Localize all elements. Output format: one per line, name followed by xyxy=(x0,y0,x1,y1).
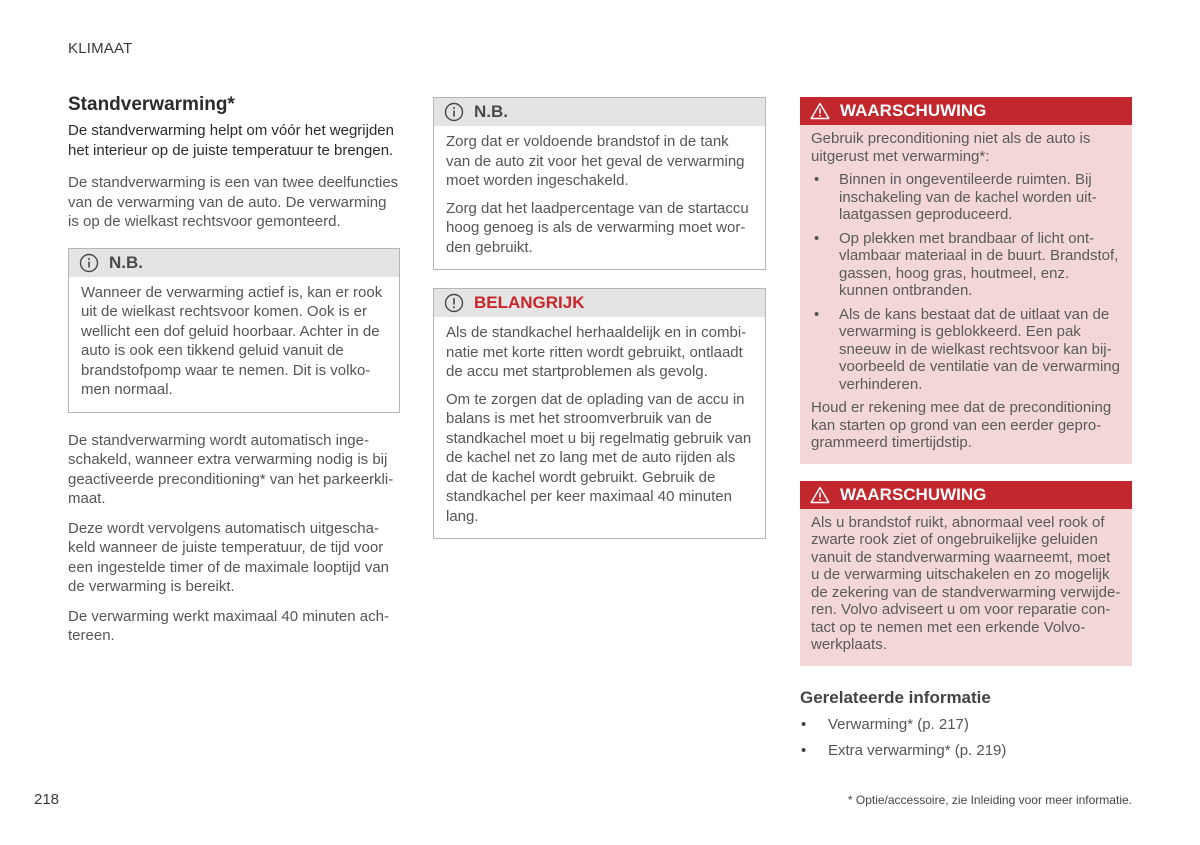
info-icon xyxy=(79,253,99,273)
warning-triangle-icon xyxy=(810,102,830,120)
list-item: • Op plekken met brandbaar of licht ontvlambaar materiaal in de buurt. Brandstof, gassen, hoog gras, houtmeel, enz. kunnen ontbranden. xyxy=(811,230,1122,300)
related-link-extra-verwarming[interactable]: • Extra verwarming* (p. 219) xyxy=(800,738,1132,764)
note-text: Zorg dat er voldoende brandstof in de tank van de auto zit voor het geval de verwarming moet worden ingeschakeld. xyxy=(446,133,745,189)
exclamation-icon xyxy=(444,293,464,313)
paragraph: De standverwarming wordt automatisch ingeschakeld, wanneer extra verwarming nodig is bij geactiveerde preconditioning* van het parkeerklimaat. xyxy=(68,431,394,507)
paragraph: De verwarming werkt maximaal 40 minuten achtereen. xyxy=(68,607,389,644)
footnote: * Optie/accessoire, zie Inleiding voor meer informatie. xyxy=(847,793,1132,807)
warning-header xyxy=(800,97,1132,125)
warning-box xyxy=(800,481,1132,666)
column-left xyxy=(68,94,400,656)
lead-paragraph: De standverwarming helpt om vóór het wegrijden het interieur op de juiste temperatuur te brengen. xyxy=(68,122,394,159)
important-header xyxy=(434,289,765,317)
warning-list xyxy=(811,171,1122,393)
note-text: Zorg dat het laadpercentage van de startaccu hoog genoeg is als de verwarming moet worden gebruikt. xyxy=(446,199,749,256)
page-number: 218 xyxy=(34,791,60,808)
note-header xyxy=(434,98,765,126)
warning-box xyxy=(800,97,1132,464)
warning-text: Als u brandstof ruikt, abnormaal veel rook of zwarte rook ziet of ongebruikelijke geluiden vanuit de standverwarming waarneemt, moet u de verwarming uitschakelen en zo mogelijk de zekering van de standverwarming verwijderen. Volvo adviseert u om voor reparatie contact op te nemen met een erkende Volvowerkplaats. xyxy=(811,513,1121,653)
note-box xyxy=(68,248,400,413)
list-item: • Als de kans bestaat dat de uitlaat van de verwarming is geblokkeerd. Een pak sneeuw in de wielkast rechtsvoor kan bijvoorbeeld de ventilatie van de verwarming verhinderen. xyxy=(811,306,1122,394)
related-link-verwarming[interactable]: • Verwarming* (p. 217) xyxy=(800,712,1132,738)
note-box xyxy=(433,97,766,270)
section-header: KLIMAAT xyxy=(68,40,133,57)
warning-triangle-icon xyxy=(810,486,830,504)
list-item: • Binnen in ongeventileerde ruimten. Bij inschakeling van de kachel worden uitlaatgassen geproduceerd. xyxy=(811,171,1122,224)
info-icon xyxy=(444,102,464,122)
important-box xyxy=(433,288,766,539)
note-text: Wanneer de verwarming actief is, kan er rook uit de wielkast rechtsvoor komen. Ook is er wellicht een dof geluid hoorbaar. Achter in de auto is ook een tikkend geluid vanuit de brandstofpomp waar te nemen. Dit is volkomen normaal. xyxy=(81,283,383,398)
paragraph: Deze wordt vervolgens automatisch uitgeschakeld wanneer de juiste temperatuur, de tijd voor een ingestelde timer of de maximale looptijd van de verwarming is bereikt. xyxy=(68,519,390,595)
note-label: N.B. xyxy=(109,252,143,272)
warning-outro: Houd er rekening mee dat de preconditioning kan starten op grond van een eerder geprogrammeerd timertijdstip. xyxy=(811,399,1112,451)
important-text: Om te zorgen dat de oplading van de accu in balans is met het stroomverbruik van de standkachel moet u bij regelmatig gebruik van de kachel net zo lang met de auto rijden als dat de kachel wordt gebruikt. Gebruik de standkachel per keer maximaal 40 minuten lang. xyxy=(446,390,752,525)
warning-intro: Gebruik preconditioning niet als de auto is uitgerust met verwarming*: xyxy=(811,130,1091,165)
page-title: Standverwarming* xyxy=(68,94,235,115)
warning-label: WAARSCHUWING xyxy=(840,101,987,120)
note-header xyxy=(69,249,399,277)
related-info-title: Gerelateerde informatie xyxy=(800,687,991,707)
column-middle xyxy=(433,97,766,557)
column-right xyxy=(800,97,1132,764)
paragraph: De standverwarming is een van twee deelfuncties van de verwarming van de auto. De verwarming is op de wielkast rechtsvoor gemonteerd. xyxy=(68,174,399,230)
related-links xyxy=(800,712,1132,764)
warning-header xyxy=(800,481,1132,509)
warning-label: WAARSCHUWING xyxy=(840,484,987,504)
note-label: N.B. xyxy=(474,102,508,121)
important-label: BELANGRIJK xyxy=(474,293,585,312)
important-text: Als de standkachel herhaaldelijk en in combinatie met korte ritten wordt gebruikt, ontlaadt de accu met startproblemen als gevolg. xyxy=(446,324,747,380)
